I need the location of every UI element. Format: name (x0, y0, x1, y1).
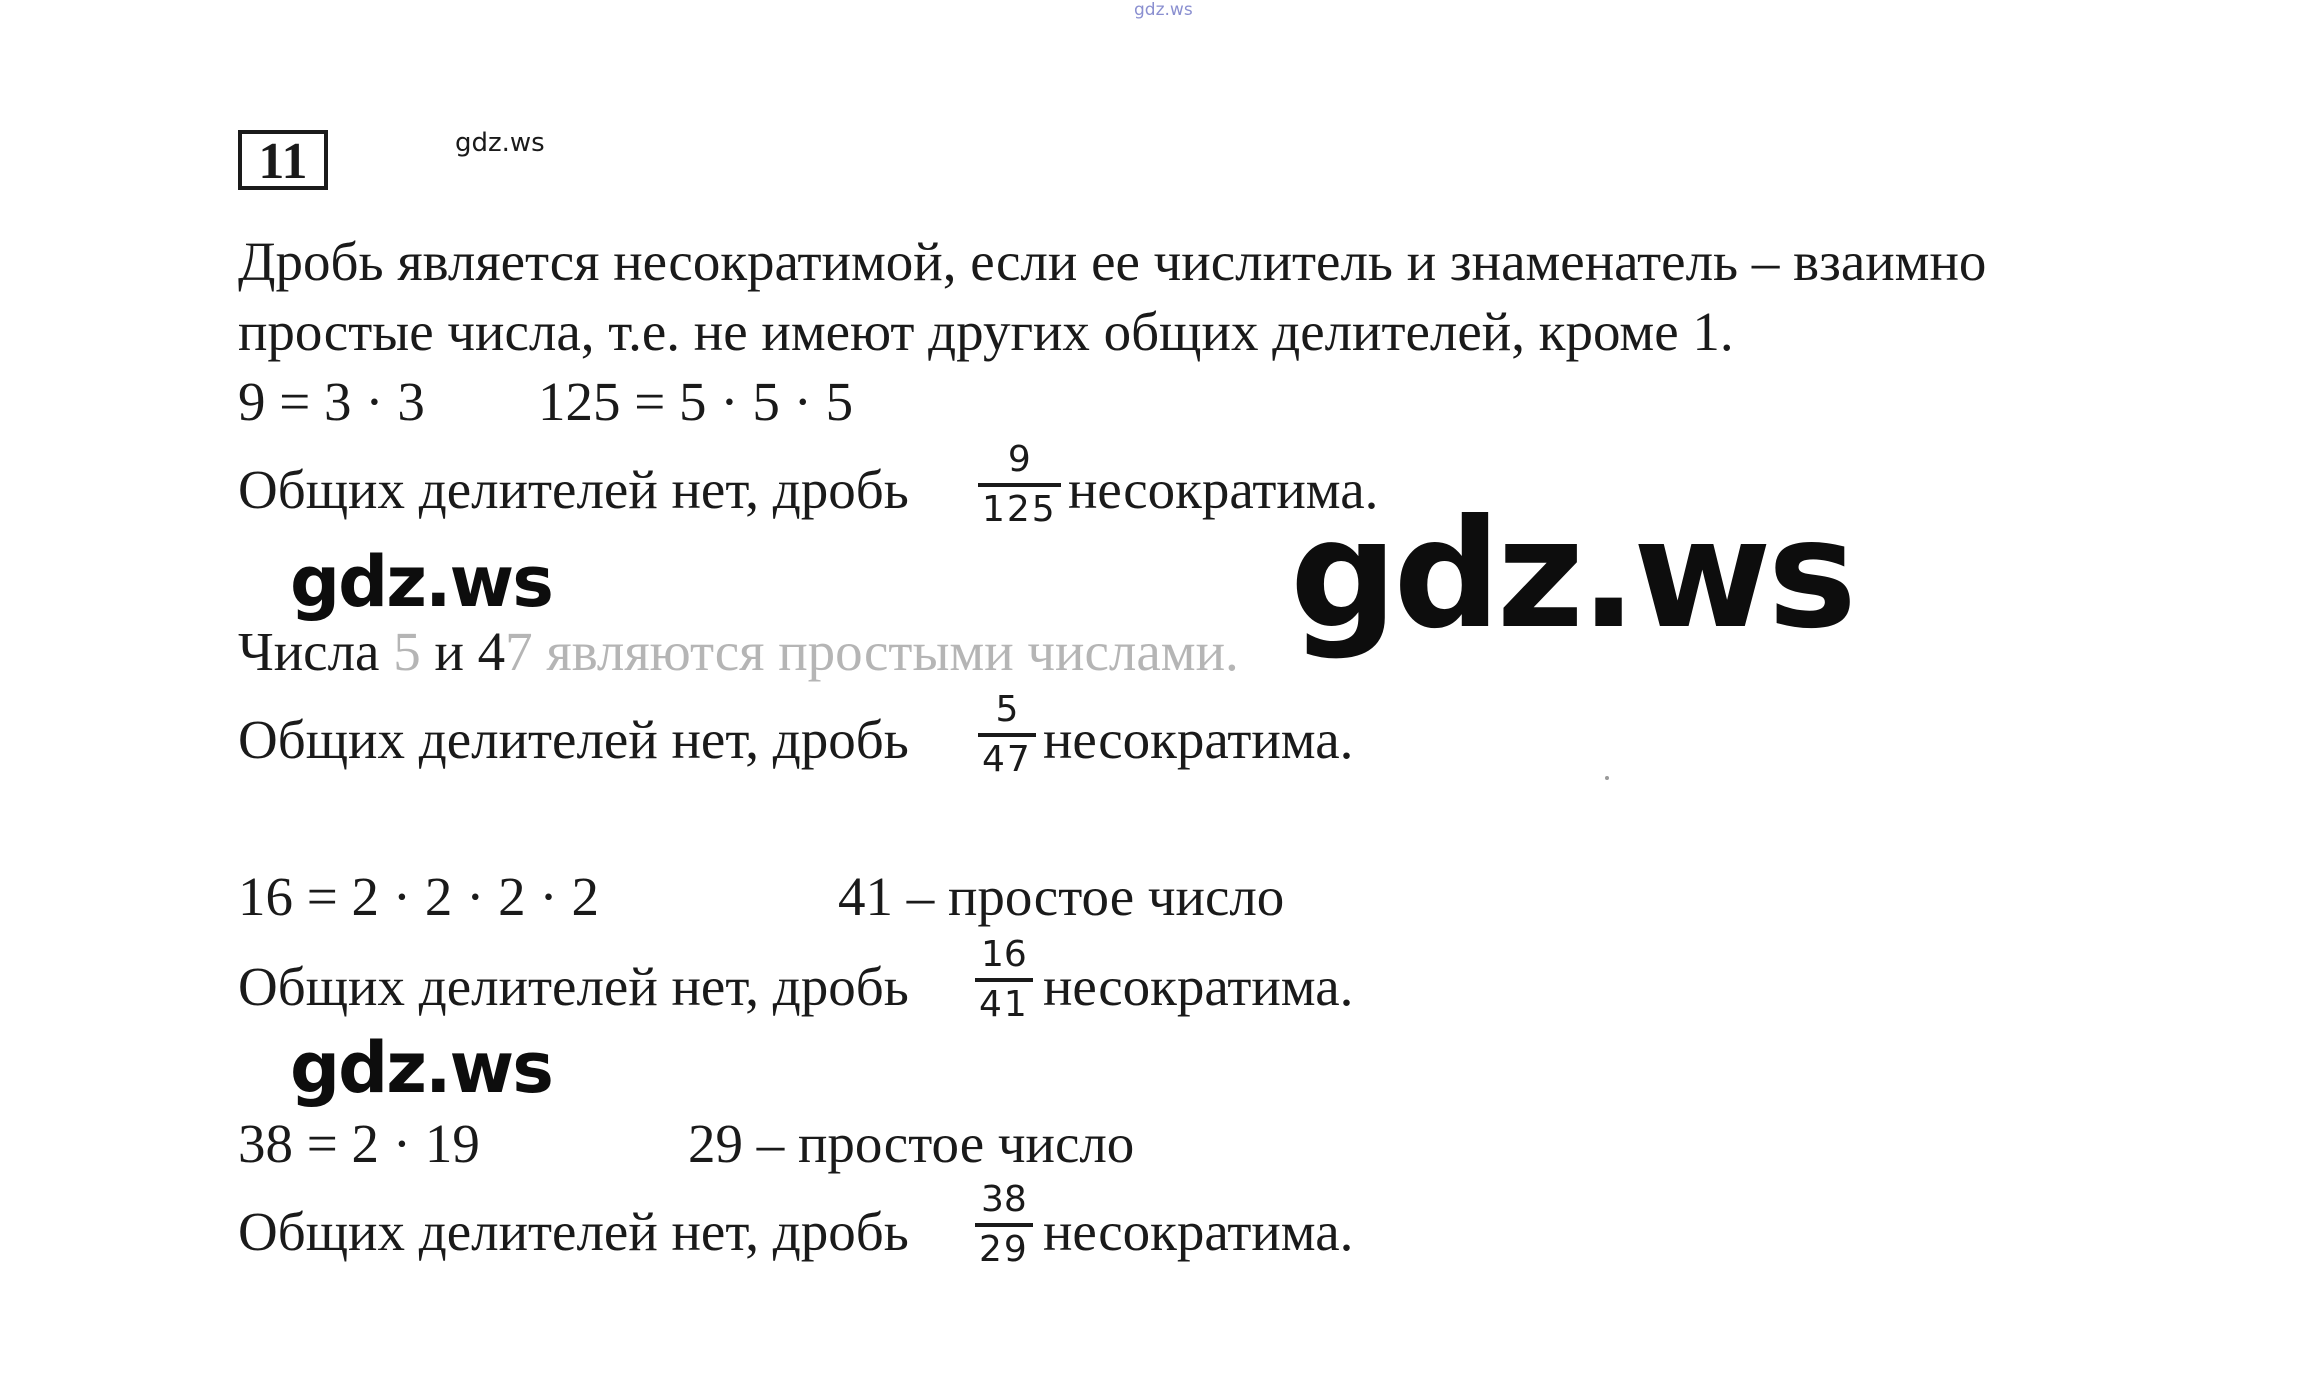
intro-line-1: Дробь является несократимой, если ее числитель и знаменатель – взаимно (238, 231, 1987, 292)
fraction-denominator: 41 (979, 984, 1029, 1025)
stray-dot (1605, 776, 1609, 780)
top-watermark: gdz.ws (1134, 0, 1193, 20)
conclusion-3-prefix: Общих делителей нет, дробь (238, 956, 909, 1017)
factorization-9: 9 = 3 · 3 (238, 371, 425, 432)
small-watermark: gdz.ws (455, 128, 545, 158)
factorization-125: 125 = 5 · 5 · 5 (538, 371, 854, 432)
intro-line-2: простые числа, т.е. не имеют других общих делителей, кроме 1. (238, 301, 1734, 362)
fraction-bar (975, 1223, 1033, 1227)
conclusion-4-prefix: Общих делителей нет, дробь (238, 1201, 909, 1262)
fraction-bar (975, 978, 1033, 982)
fraction-9-125 (978, 440, 1061, 530)
fraction-bar (978, 733, 1036, 737)
fraction-16-41 (975, 935, 1033, 1025)
fraction-numerator: 16 (981, 934, 1027, 975)
watermark-center: gdz.ws (1290, 488, 1853, 662)
conclusion-3-suffix: несократима. (1043, 956, 1354, 1017)
conclusion-4-suffix: несократима. (1043, 1201, 1354, 1262)
watermark-left-2: gdz.ws (290, 1027, 552, 1109)
watermark-left-1: gdz.ws (290, 541, 552, 623)
fraction-38-29 (975, 1180, 1033, 1270)
task-number-box: 11 (238, 130, 328, 190)
conclusion-1-prefix: Общих делителей нет, дробь (238, 459, 909, 520)
factorization-38: 38 = 2 · 19 (238, 1113, 480, 1174)
fraction-denominator: 47 (982, 739, 1032, 780)
fraction-numerator: 5 (995, 689, 1019, 730)
primes-statement: Числа 5 и 47 являются простыми числами. (238, 621, 1239, 682)
conclusion-2-prefix: Общих делителей нет, дробь (238, 709, 909, 770)
conclusion-1-suffix: несократима. (1068, 459, 1379, 520)
factorization-16: 16 = 2 · 2 · 2 · 2 (238, 866, 599, 927)
fraction-numerator: 38 (981, 1179, 1027, 1220)
prime-41-note: 41 – простое число (838, 866, 1285, 927)
prime-29-note: 29 – простое число (688, 1113, 1135, 1174)
fraction-denominator: 125 (982, 489, 1057, 530)
fraction-denominator: 29 (979, 1229, 1029, 1270)
fraction-bar (978, 483, 1061, 487)
fraction-5-47 (978, 690, 1036, 780)
fraction-numerator: 9 (1007, 439, 1031, 480)
conclusion-2-suffix: несократима. (1043, 709, 1354, 770)
